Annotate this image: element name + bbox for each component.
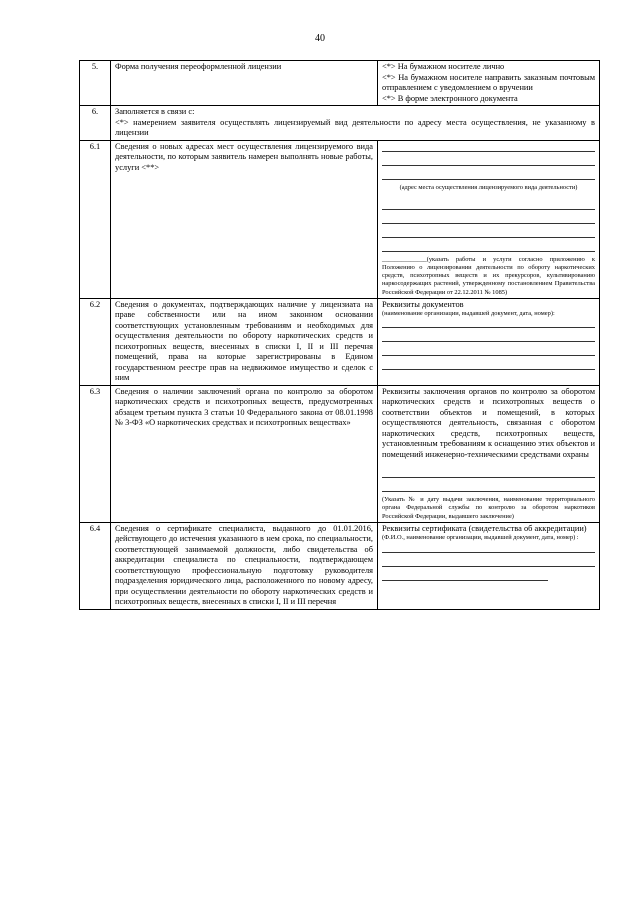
delivery-options — [378, 61, 600, 106]
table-row-5 — [80, 61, 600, 106]
certificate-input-line[interactable] — [382, 571, 548, 581]
row-number: 6.3 — [80, 385, 111, 522]
conclusion-input-line[interactable] — [382, 482, 595, 492]
row-number: 6. — [80, 106, 111, 141]
documents-hint: (наименование организации, выдавшей документ, дата, номер): — [382, 310, 555, 318]
conclusion-input-line[interactable] — [382, 468, 595, 478]
address-input-line[interactable] — [382, 214, 595, 224]
certificate-title: Реквизиты сертификата (свидетельства об аккредитации) — [382, 523, 587, 533]
field-label: Сведения о сертификате специалиста, выданного до 01.01.2016, действующего до истечения указанного в нем срока, по специальности, соответствующей занимаемой должности, либо свидетельства об аккредитации специалиста по специальности, подтверждающем соответствующую профессиональную подготовку руководителя подразделения юридического лица, расположенного по новому адресу, при осуществлении деятельности по обороту наркотических средств и психотропных веществ, внесенных в списки I, II и III перечня — [111, 522, 378, 609]
documents-input-line[interactable] — [382, 346, 595, 356]
option-paper-in-person[interactable]: <*> На бумажном носителе лично — [382, 62, 505, 71]
reason-option-new-address[interactable]: <*> намерением заявителя осуществлять лицензируемый вид деятельности по адресу места осуществления, не указанному в лицензии — [115, 117, 595, 137]
table-row-6-1 — [80, 140, 600, 298]
works-note-text: (указать работы и услуги согласно приложению к Положению о лицензировании деятельности по обороту наркотических средств, психотропных веществ и их прекурсоров, культивированию наркосодержащих растений, утвержденному постановлением Правительства Российской Федерации от 22.12.2011 № 1085) — [382, 255, 595, 296]
table-row-6-4 — [80, 522, 600, 609]
option-paper-by-mail[interactable]: <*> На бумажном носителе направить заказным почтовым отправлением с уведомлением о вручении — [382, 72, 595, 92]
certificate-fields — [378, 522, 600, 609]
conclusion-note: (Указать № и дату выдачи заключения, наименование территориального органа Федеральной службы по контролю за оборотом наркотиков Российской Федерации, выдавшего заключение) — [382, 496, 595, 520]
address-fields — [378, 140, 600, 298]
certificate-input-line[interactable] — [382, 543, 595, 553]
address-caption: (адрес места осуществления лицензируемого вида деятельности) — [399, 183, 578, 191]
documents-input-line[interactable] — [382, 332, 595, 342]
table-row-6-2 — [80, 298, 600, 385]
field-label: Сведения о наличии заключений органа по контролю за оборотом наркотических средств и психотропных веществ, предусмотренных абзацем третьим пункта 3 статьи 10 Федерального закона от 08.01.1998 № 3-ФЗ «О наркотических средствах и психотропных веществах» — [111, 385, 378, 522]
row-number: 6.4 — [80, 522, 111, 609]
application-form-table — [79, 60, 600, 610]
documents-input-line[interactable] — [382, 318, 595, 328]
documents-input-line[interactable] — [382, 360, 595, 370]
conclusion-title: Реквизиты заключения органов по контролю за оборотом наркотических средств и психотропных веществ о соответствии объектов и помещений, в которых осуществляются деятельность, связанная с оборотом наркотических средств, психотропных веществ, установленным требованиям к оснащению этих объектов и помещений инженерно-техническими средствами охраны — [382, 386, 595, 459]
certificate-hint: (Ф.И.О., наименование организации, выдавшей документ, дата, номер) : — [382, 534, 579, 542]
page-number: 40 — [315, 33, 325, 44]
reason-heading: Заполняется в связи с: — [115, 107, 195, 116]
reason-block — [111, 106, 600, 141]
field-label: Форма получения переоформленной лицензии — [111, 61, 378, 106]
field-label: Сведения о новых адресах мест осуществления лицензируемого вида деятельности, по которым заявитель намерен выполнять новые работы, услуги <**> — [111, 140, 378, 298]
works-input-line[interactable]: ______________ — [382, 255, 427, 263]
table-row-6 — [80, 106, 600, 141]
address-input-line[interactable] — [382, 242, 595, 252]
documents-fields — [378, 298, 600, 385]
row-number: 6.2 — [80, 298, 111, 385]
address-input-line[interactable] — [382, 142, 595, 152]
documents-title: Реквизиты документов — [382, 299, 464, 309]
address-input-line[interactable] — [382, 228, 595, 238]
address-input-line[interactable] — [382, 200, 595, 210]
row-number: 5. — [80, 61, 111, 106]
field-label: Сведения о документах, подтверждающих наличие у лицензиата на праве собственности или на ином законном основании соответствующих установленным требованиям и необходимых для осуществления деятельности по обороту наркотических средств и психотропных веществ, внесенных в списки I, II и III перечня помещений, права на которые зарегистрированы в Едином государственном реестре прав на недвижимое имущество и сделок с ним — [111, 298, 378, 385]
row-number: 6.1 — [80, 140, 111, 298]
conclusion-fields — [378, 385, 600, 522]
works-note — [382, 256, 595, 297]
certificate-input-line[interactable] — [382, 557, 595, 567]
option-electronic[interactable]: <*> В форме электронного документа — [382, 93, 518, 103]
address-input-line[interactable] — [382, 170, 595, 180]
table-row-6-3 — [80, 385, 600, 522]
address-input-line[interactable] — [382, 156, 595, 166]
